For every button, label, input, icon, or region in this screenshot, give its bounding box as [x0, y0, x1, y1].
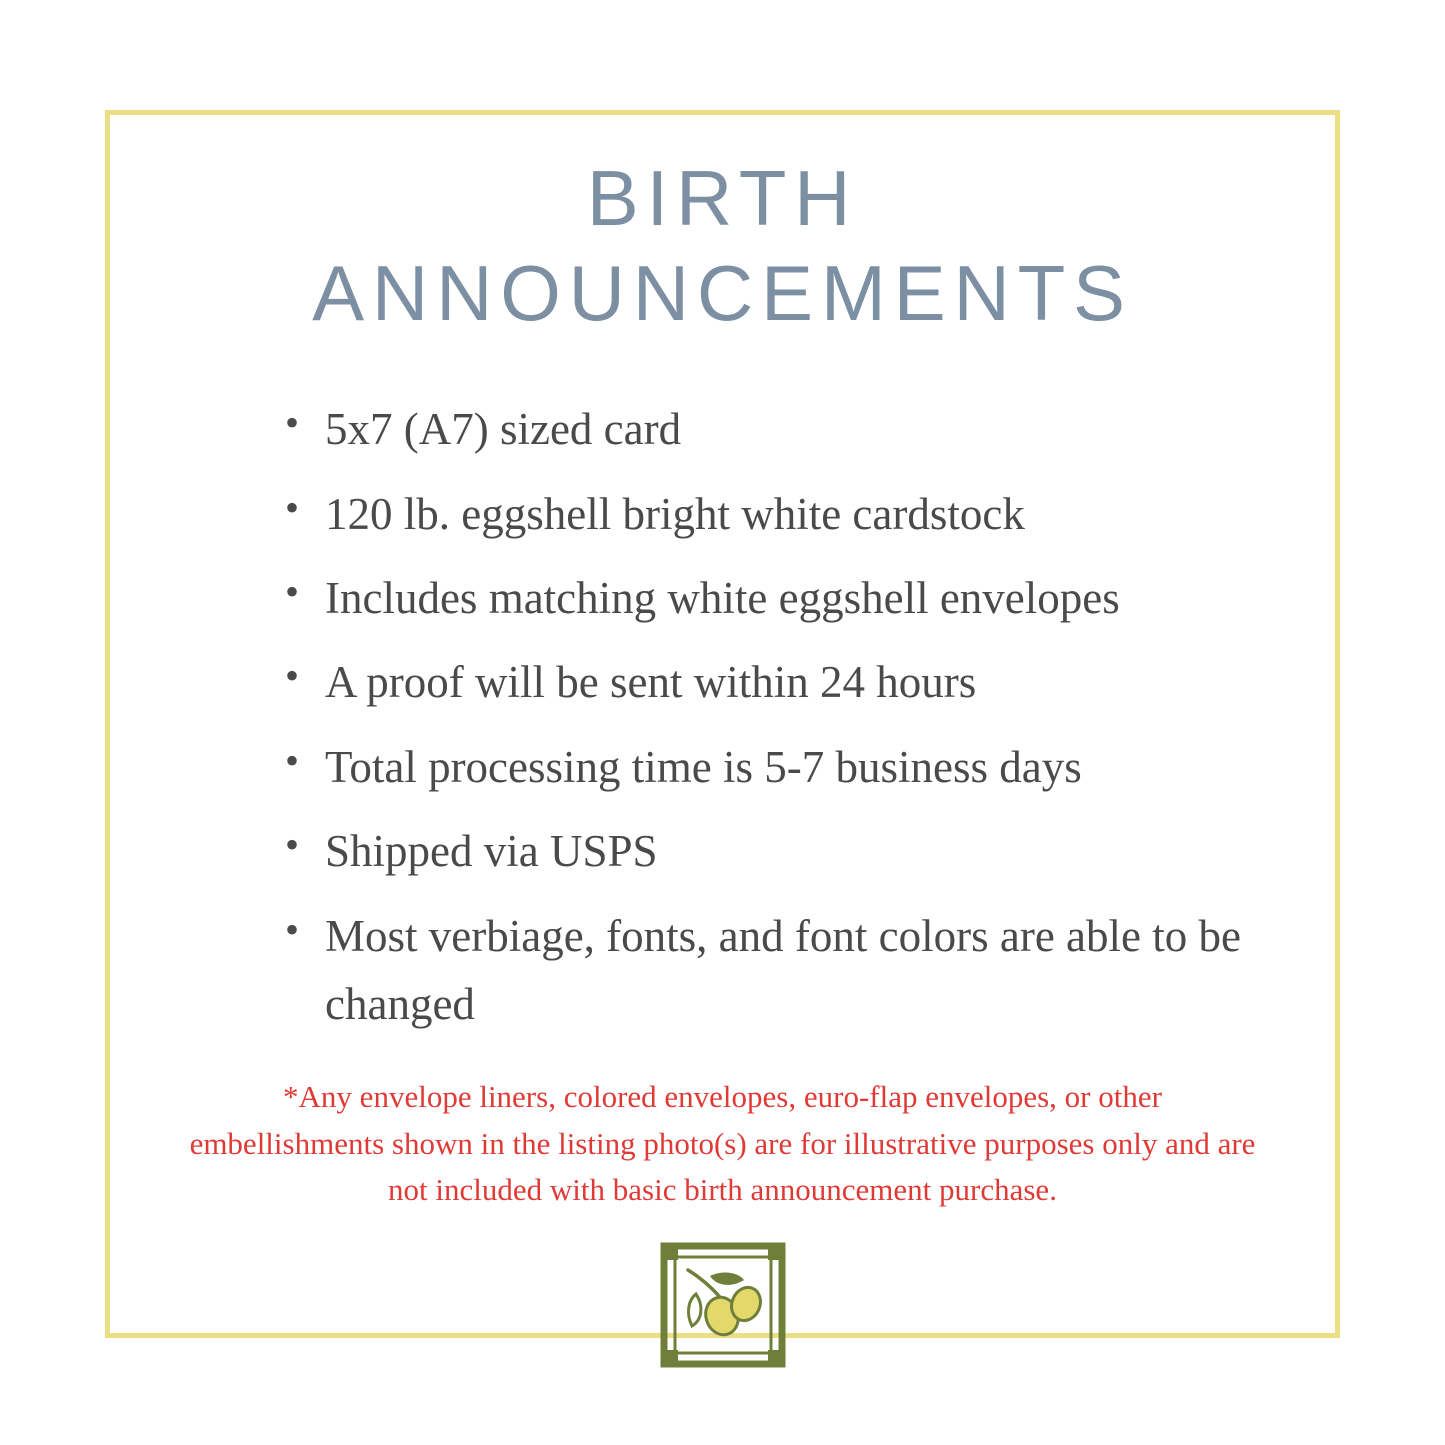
list-item-label: Includes matching white eggshell envelopes — [325, 573, 1120, 624]
bullet-icon: • — [285, 653, 300, 699]
list-item-label: Shipped via USPS — [325, 826, 658, 877]
list-item-label: Total processing time is 5-7 business days — [325, 741, 1082, 792]
list-item-label: 120 lb. eggshell bright white cardstock — [325, 488, 1025, 539]
list-item — [285, 564, 1265, 632]
bullet-icon: • — [285, 484, 300, 530]
list-item — [285, 395, 1265, 463]
list-item — [285, 480, 1265, 548]
disclaimer-text: *Any envelope liners, colored envelopes, euro-flap envelopes, or other embellishments shown in the listing photo(s) are for illustrative purposes only and are not included with basic birth announcement purchase. — [189, 1079, 1256, 1208]
list-item-label: Most verbiage, fonts, and font colors are able to be changed — [325, 910, 1241, 1030]
list-item — [285, 648, 1265, 716]
page-title — [110, 115, 1335, 341]
bullet-icon: • — [285, 906, 300, 952]
list-item-label: 5x7 (A7) sized card — [325, 404, 682, 455]
bullet-icon: • — [285, 737, 300, 783]
list-item — [285, 817, 1265, 885]
feature-list — [110, 395, 1335, 1038]
lemon-branch-logo-icon — [658, 1240, 788, 1370]
list-item — [285, 902, 1265, 1039]
list-item-label: A proof will be sent within 24 hours — [325, 657, 977, 708]
title-line-1: BIRTH — [586, 154, 859, 242]
logo — [110, 1240, 1335, 1370]
bullet-icon: • — [285, 822, 300, 868]
info-card — [105, 110, 1340, 1338]
list-item — [285, 733, 1265, 801]
title-line-2: ANNOUNCEMENTS — [312, 249, 1133, 338]
bullet-icon: • — [285, 569, 300, 615]
bullet-icon: • — [285, 400, 300, 446]
